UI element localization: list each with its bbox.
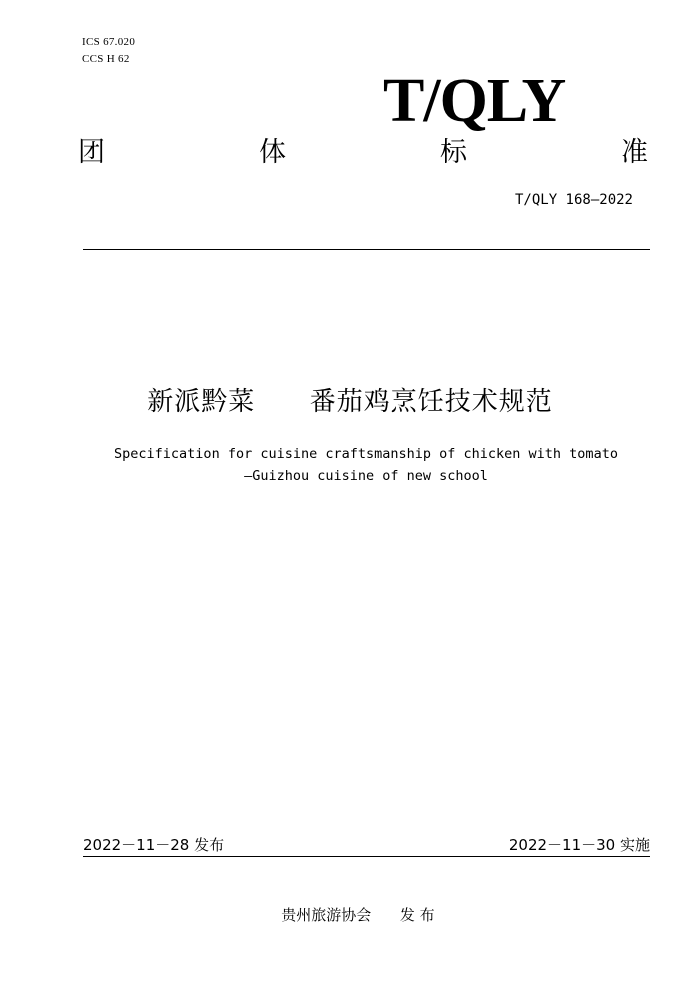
title-english [0, 443, 700, 487]
title-chinese: 新派黔菜 番茄鸡烹饪技术规范 [147, 387, 553, 417]
standard-number: T/QLY 168—2022 [514, 192, 633, 208]
standard-type-char: 标 [440, 137, 467, 168]
standard-type-char: 体 [259, 137, 286, 168]
title-english-line1: Specification for cuisine craftsmanship of chicken with tomato [114, 446, 618, 462]
publisher: 贵州旅游协会 发 布 [281, 906, 435, 924]
top-divider [83, 249, 650, 250]
standard-type-char: 团 [78, 137, 105, 168]
standard-type-char: 准 [621, 137, 648, 168]
ccs-code: CCS H 62 [82, 53, 130, 65]
implement-date: 2022－11－30 实施 [508, 836, 650, 854]
standard-logo: T/QLY [383, 67, 566, 135]
title-english-line2: —Guizhou cuisine of new school [244, 468, 488, 484]
ics-code: ICS 67.020 [82, 36, 136, 48]
classification-codes [82, 34, 135, 68]
bottom-divider [83, 856, 650, 857]
publish-date: 2022－11－28 发布 [83, 836, 225, 854]
standard-type-heading [78, 136, 648, 170]
